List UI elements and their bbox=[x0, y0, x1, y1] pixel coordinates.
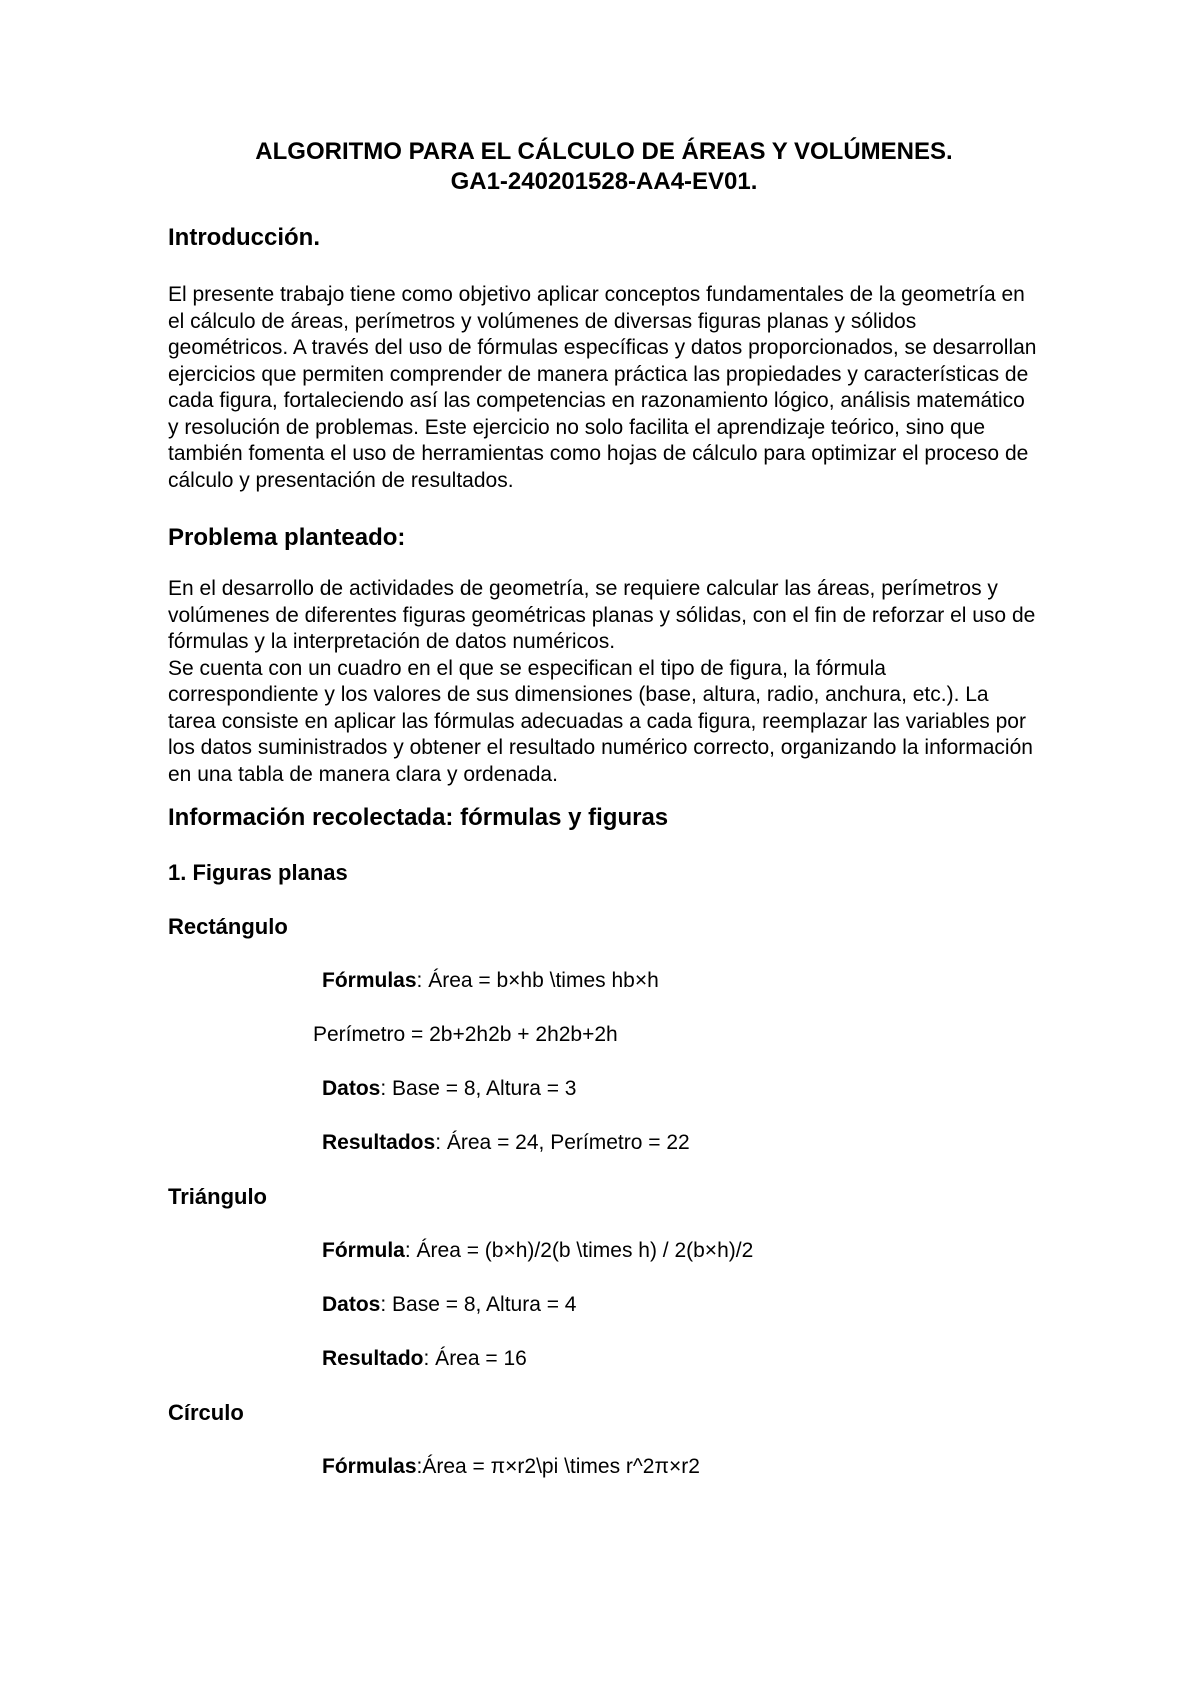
rectangulo-resultados-label: Resultados bbox=[322, 1131, 436, 1154]
paragraph-introduccion: El presente trabajo tiene como objetivo aplicar conceptos fundamentales de la geometría en el cálculo de áreas, perímetros y volúmenes de diversas figuras planas y sólidos geométricos. A través del uso de fórmulas específicas y datos proporcionados, se desarrollan ejercicios que permiten comprender de manera práctica las propiedades y características de cada figura, fortaleciendo así las competencias en razonamiento lógico, análisis matemático y resolución de problemas. Este ejercicio no solo facilita el aprendizaje teórico, sino que también fomenta el uso de herramientas como hojas de cálculo para optimizar el proceso de cálculo y presentación de resultados. bbox=[168, 283, 1037, 492]
figure-name-rectangulo: Rectángulo bbox=[168, 914, 288, 939]
rectangulo-datos-label: Datos bbox=[322, 1077, 381, 1100]
paragraph-problema-part1: En el desarrollo de actividades de geometría, se requiere calcular las áreas, perímetros y volúmenes de diferentes figuras geométricas planas y sólidas, con el fin de reforzar el uso de fórmulas y la interpretación de datos numéricos. bbox=[168, 577, 1036, 653]
triangulo-datos-text: : Base = 8, Altura = 4 bbox=[380, 1293, 577, 1316]
triangulo-datos-label: Datos bbox=[322, 1293, 381, 1316]
paragraph-problema-part2: Se cuenta con un cuadro en el que se especifican el tipo de figura, la fórmula correspondiente y los valores de sus dimensiones (base, altura, radio, anchura, etc.). La tarea consiste en aplicar las fórmulas adecuadas a cada figura, reemplazar las variables por los datos suministrados y obtener el resultado numérico correcto, organizando la información en una tabla de manera clara y ordenada. bbox=[168, 656, 1033, 786]
paragraph-problema bbox=[168, 576, 1040, 788]
triangulo-resultado-text: : Área = 16 bbox=[423, 1347, 527, 1370]
triangulo-formula-label: Fórmula bbox=[322, 1239, 405, 1262]
document-title-line2: GA1-240201528-AA4-EV01. bbox=[450, 168, 758, 195]
rectangulo-resultados-line bbox=[168, 1129, 1040, 1156]
heading-problema: Problema planteado: bbox=[168, 524, 406, 551]
rectangulo-perimetro-text: Perímetro = 2b+2h2b + 2h2b+2h bbox=[313, 1023, 618, 1046]
triangulo-formula-text: : Área = (b×h)/2(b \times h) / 2(b×h)/2 bbox=[404, 1239, 754, 1262]
figure-name-triangulo: Triángulo bbox=[168, 1184, 267, 1209]
triangulo-resultado-line bbox=[168, 1345, 1040, 1372]
heading-informacion: Información recolectada: fórmulas y figuras bbox=[168, 804, 669, 831]
rectangulo-formulas-label: Fórmulas bbox=[322, 969, 417, 992]
triangulo-datos-line bbox=[168, 1291, 1040, 1318]
circulo-formulas-line bbox=[168, 1453, 1040, 1480]
rectangulo-formulas-text: : Área = b×hb \times hb×h bbox=[416, 969, 659, 992]
heading-figuras-planas: 1. Figuras planas bbox=[168, 860, 348, 885]
document-title-line1: ALGORITMO PARA EL CÁLCULO DE ÁREAS Y VOLÚMENES. bbox=[255, 138, 953, 165]
triangulo-resultado-label: Resultado bbox=[322, 1347, 424, 1370]
document-title bbox=[168, 137, 1040, 197]
circulo-formulas-label: Fórmulas bbox=[322, 1455, 417, 1478]
rectangulo-resultados-text: : Área = 24, Perímetro = 22 bbox=[435, 1131, 690, 1154]
triangulo-formula-line bbox=[168, 1237, 1040, 1264]
heading-introduccion: Introducción. bbox=[168, 224, 320, 251]
rectangulo-formulas-line bbox=[168, 967, 1040, 994]
rectangulo-perimetro-line bbox=[168, 1021, 1040, 1048]
figure-name-circulo: Círculo bbox=[168, 1400, 244, 1425]
circulo-formulas-text: :Área = π×r2\pi \times r^2π×r2 bbox=[416, 1455, 700, 1478]
rectangulo-datos-line bbox=[168, 1075, 1040, 1102]
rectangulo-datos-text: : Base = 8, Altura = 3 bbox=[380, 1077, 577, 1100]
